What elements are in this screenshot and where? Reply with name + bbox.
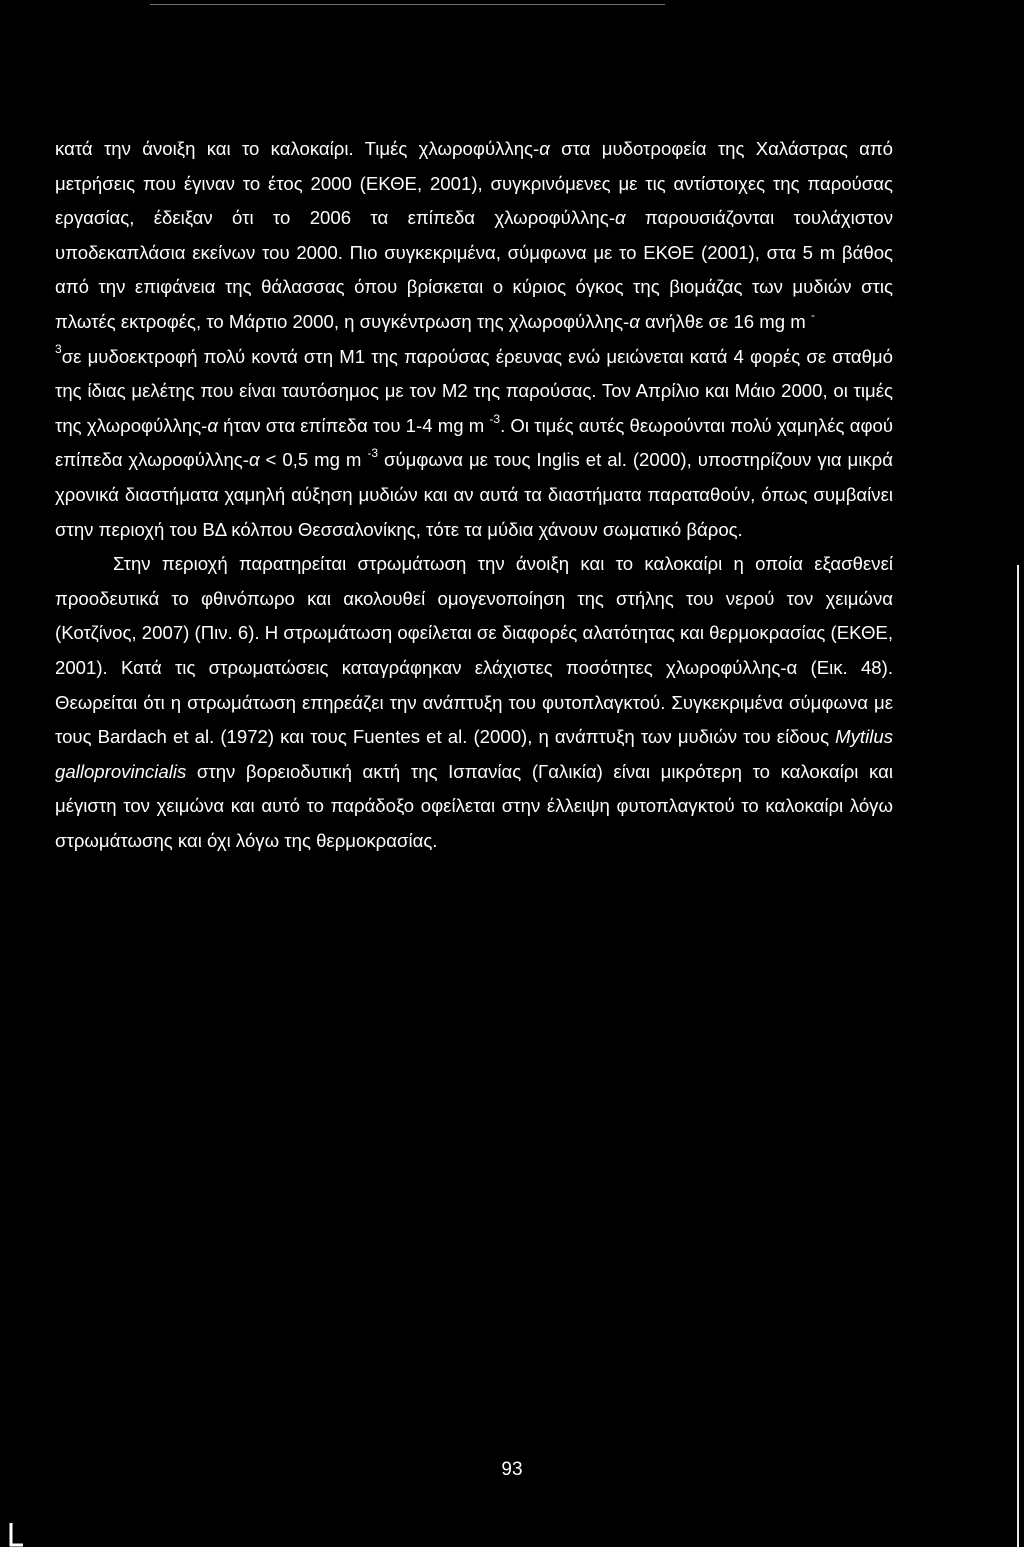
text-run: στα μυδοτροφεία της Χαλάστρας από μετρήσεις που έγιναν το έτος 2000 (ΕΚΘΕ, 2001), συγκρινόμενες με τις αντίστοιχες της παρούσας εργασίας, έδειξαν ότι το 2006 τα επίπεδα χλωροφύλλης-: [55, 138, 893, 229]
text-run: . Οι τιμές αυτές θεωρούνται πολύ χαμηλές αφού επίπεδα χλωροφύλλης-: [55, 414, 894, 471]
italic-alpha: α: [248, 449, 260, 471]
text-run: παρουσιάζονται τουλάχιστον υποδεκαπλάσια εκείνων του 2000. Πιο συγκεκριμένα, σύμφωνα με το ΕΚΘΕ (2001), στα 5 m βάθος από την επιφάνεια της θάλασσας όπου βρίσκεται ο κύριος όγκος της βιομάζας των μυδιών στις πλωτές εκτροφές, το Μάρτιο 2000, η συγκέντρωση της χλωροφύλλης-: [55, 207, 893, 332]
superscript: 3: [55, 342, 62, 357]
paragraph-1: [55, 132, 893, 547]
species-name: Mytilus galloprovincialis: [55, 726, 893, 782]
text-run: ήταν στα επίπεδα του 1-4 mg m: [217, 414, 490, 436]
italic-alpha: α: [629, 310, 640, 332]
body-text: [55, 132, 893, 858]
top-rule: [150, 4, 665, 5]
scan-edge-line: [1017, 565, 1019, 1547]
italic-alpha: α: [207, 414, 218, 436]
page-number: 93: [501, 1459, 523, 1480]
text-run: στην βορειοδυτική ακτή της Ισπανίας (Γαλικία) είναι μικρότερη το καλοκαίρι και μέγιστη τον χειμώνα και αυτό το παράδοξο οφείλεται στην έλλειψη φυτοπλαγκτού το καλοκαίρι λόγω στρωμάτωσης και όχι λόγω της θερμοκρασίας.: [55, 760, 893, 851]
paragraph-2: [55, 547, 893, 858]
superscript: -3: [489, 411, 501, 426]
superscript: -: [810, 307, 815, 322]
text-run: < 0,5 mg m: [259, 449, 368, 471]
text-run: κατά την άνοιξη και το καλοκαίρι. Τιμές χλωροφύλλης-: [55, 138, 540, 159]
italic-alpha: α: [614, 207, 626, 229]
text-run: σύμφωνα με τους Inglis et al. (2000), υποστηρίζουν για μικρά χρονικά διαστήματα χαμηλή αύξηση μυδιών και αν αυτά τα διαστήματα παραταθούν, όπως συμβαίνει στην περιοχή του ΒΔ κόλπου Θεσσαλονίκης, τότε τα μύδια χάνουν σωματικό βάρος.: [55, 449, 893, 540]
superscript: -3: [367, 446, 379, 461]
scan-corner-mark: [9, 1523, 23, 1547]
text-run: σε μυδοεκτροφή πολύ κοντά στη Μ1 της παρούσας έρευνας ενώ μειώνεται κατά 4 φορές σε σταθμό της ίδιας μελέτης που είναι ταυτόσημος με τον Μ2 της παρούσας. Τον Απρίλιο και Μάιο 2000, οι τιμές της χλωροφύλλης-: [55, 345, 893, 436]
text-run: Στην περιοχή παρατηρείται στρωμάτωση την άνοιξη και το καλοκαίρι η οποία εξασθενεί προοδευτικά το φθινόπωρο και ακολουθεί ομογενοποίηση της στήλης του νερού τον χειμώνα (Κοτζίνος, 2007) (Πιν. 6). Η στρωμάτωση οφείλεται σε διαφορές αλατότητας και θερμοκρασίας (ΕΚΘΕ, 2001). Κατά τις στρωματώσεις καταγράφηκαν ελάχιστες ποσότητες χλωροφύλλης-α (Εικ. 48). Θεωρείται ότι η στρωμάτωση επηρεάζει την ανάπτυξη του φυτοπλαγκτού. Συγκεκριμένα σύμφωνα με τους Bardach et al. (1972) και τους Fuentes et al. (2000), η ανάπτυξη των μυδιών του είδους: [55, 553, 893, 748]
text-run: ανήλθε σε 16 mg m: [639, 310, 811, 332]
italic-alpha: α: [539, 138, 550, 159]
